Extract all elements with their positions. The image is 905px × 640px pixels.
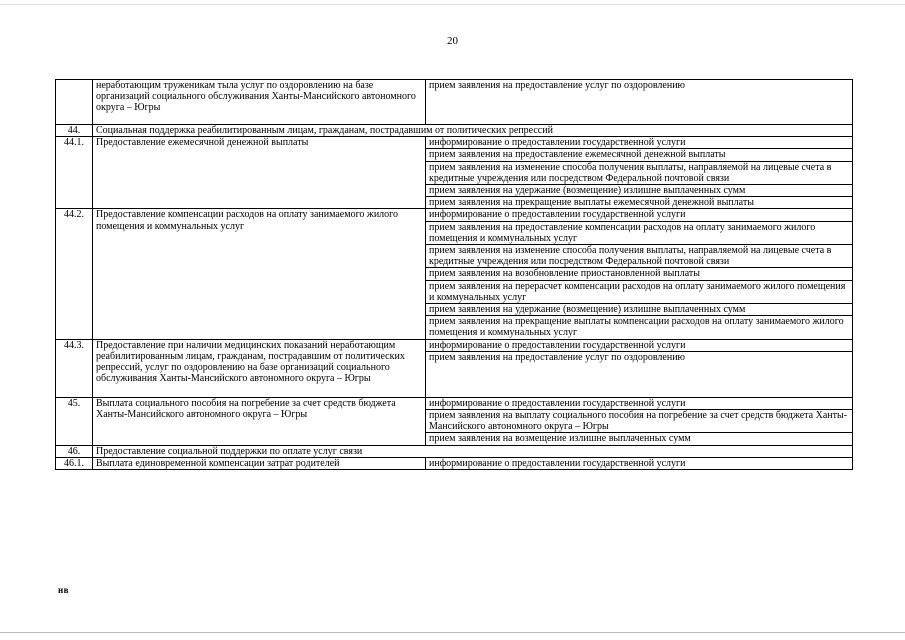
service-item: [426, 185, 852, 197]
service-item-text: прием заявления на предоставление услуг по оздоровлению: [429, 80, 686, 91]
row-number: [56, 80, 93, 125]
service-item: [426, 149, 852, 161]
service-item-text: прием заявления на удержание (возмещение) излишне выплаченных сумм: [426, 304, 852, 316]
scan-edge-bottom: [0, 632, 905, 633]
service-item: [426, 398, 852, 410]
row-number: 44.: [56, 125, 93, 137]
service-item: [426, 245, 852, 268]
service-name: неработающим труженикам тыла услуг по оздоровлению на базе организаций социального обслуживания Ханты-Мансийского автономного округа – Югры: [93, 80, 426, 125]
table-row: [56, 80, 853, 125]
service-item: [426, 280, 852, 303]
service-item: [426, 268, 852, 280]
service-item-text: прием заявления на изменение способа получения выплаты, направляемой на лицевые счета в кредитные учреждения или посредством Федеральной почтовой связи: [426, 161, 852, 184]
row-number: 44.1.: [56, 137, 93, 209]
service-item-text: прием заявления на возмещение излишне выплаченных сумм: [429, 433, 691, 445]
service-item: [426, 161, 852, 184]
service-name: Предоставление компенсации расходов на оплату занимаемого жилого помещения и коммунальных услуг: [93, 209, 426, 339]
row-number: 44.2.: [56, 209, 93, 339]
service-item-text: информирование о предоставлении государственной услуги: [426, 398, 852, 410]
service-item-text: прием заявления на возобновление приостановленной выплаты: [426, 268, 852, 280]
section-title: Социальная поддержка реабилитированным лицам, гражданам, пострадавшим от политических репрессий: [93, 125, 853, 137]
table-row: [56, 339, 853, 397]
service-item-text: прием заявления на предоставление услуг по оздоровлению: [429, 351, 686, 363]
row-number: 46.: [56, 445, 93, 457]
service-item: [426, 340, 852, 352]
service-item: [426, 304, 852, 316]
service-item-text: прием заявления на прекращение выплаты компенсации расходов на оплату занимаемого жилого помещения и коммунальных услуг: [429, 316, 844, 339]
service-item-text: информирование о предоставлении государственной услуги: [426, 209, 852, 221]
service-item: [426, 209, 852, 221]
service-list: [426, 457, 853, 469]
scan-edge-top: [0, 4, 905, 5]
row-number: 45.: [56, 397, 93, 445]
service-item-text: прием заявления на удержание (возмещение) излишне выплаченных сумм: [426, 185, 852, 197]
service-item: [426, 316, 852, 339]
service-name: Предоставление ежемесячной денежной выплаты: [93, 137, 426, 209]
table-row: [56, 397, 853, 445]
row-number: 46.1.: [56, 457, 93, 469]
service-item-text: прием заявления на предоставление компенсации расходов на оплату занимаемого жилого помещения и коммунальных услуг: [426, 221, 852, 244]
service-item-text: информирование о предоставлении государственной услуги: [426, 340, 852, 352]
service-item: [426, 410, 852, 433]
service-list: [426, 339, 853, 397]
service-item-text: информирование о предоставлении государственной услуги: [426, 137, 852, 149]
service-list: [426, 137, 853, 209]
service-item: [426, 80, 852, 124]
services-table: [55, 79, 853, 470]
service-name: Выплата единовременной компенсации затрат родителей: [93, 457, 426, 469]
service-item-text: прием заявления на предоставление ежемесячной денежной выплаты: [426, 149, 852, 161]
page-number: 20: [447, 35, 458, 47]
service-item: [426, 197, 852, 209]
service-item: [426, 137, 852, 149]
service-item-text: прием заявления на прекращение выплаты ежемесячной денежной выплаты: [429, 197, 754, 209]
service-item: [426, 433, 852, 445]
service-item-text: прием заявления на перерасчет компенсации расходов на оплату занимаемого жилого помещения и коммунальных услуг: [426, 280, 852, 303]
table-row: [56, 209, 853, 339]
service-list: [426, 397, 853, 445]
section-row: [56, 125, 853, 137]
service-item-text: прием заявления на изменение способа получения выплаты, направляемой на лицевые счета в кредитные учреждения или посредством Федеральной почтовой связи: [426, 245, 852, 268]
service-name: Выплата социального пособия на погребение за счет средств бюджета Ханты-Мансийского автономного округа – Югры: [93, 397, 426, 445]
service-list: [426, 209, 853, 339]
service-item-text: информирование о предоставлении государственной услуги: [429, 457, 686, 469]
table-row: [56, 457, 853, 469]
table-row: [56, 137, 853, 209]
service-list: [426, 80, 853, 125]
row-number: 44.3.: [56, 339, 93, 397]
footer-mark: нв: [58, 585, 70, 595]
service-item: [426, 221, 852, 244]
section-row: [56, 445, 853, 457]
section-title: Предоставление социальной поддержки по оплате услуг связи: [93, 445, 853, 457]
service-name: Предоставление при наличии медицинских показаний неработающим реабилитированным лицам, гражданам, пострадавшим от политических репрессий, услуг по оздоровлению на базе организаций социального обслуживания Ханты-Мансийского автономного округа – Югры: [93, 339, 426, 397]
service-item: [426, 351, 852, 397]
service-item: [426, 458, 852, 469]
service-item-text: прием заявления на выплату социального пособия на погребение за счет средств бюджета Ханты-Мансийского автономного округа – Югры: [426, 410, 852, 433]
